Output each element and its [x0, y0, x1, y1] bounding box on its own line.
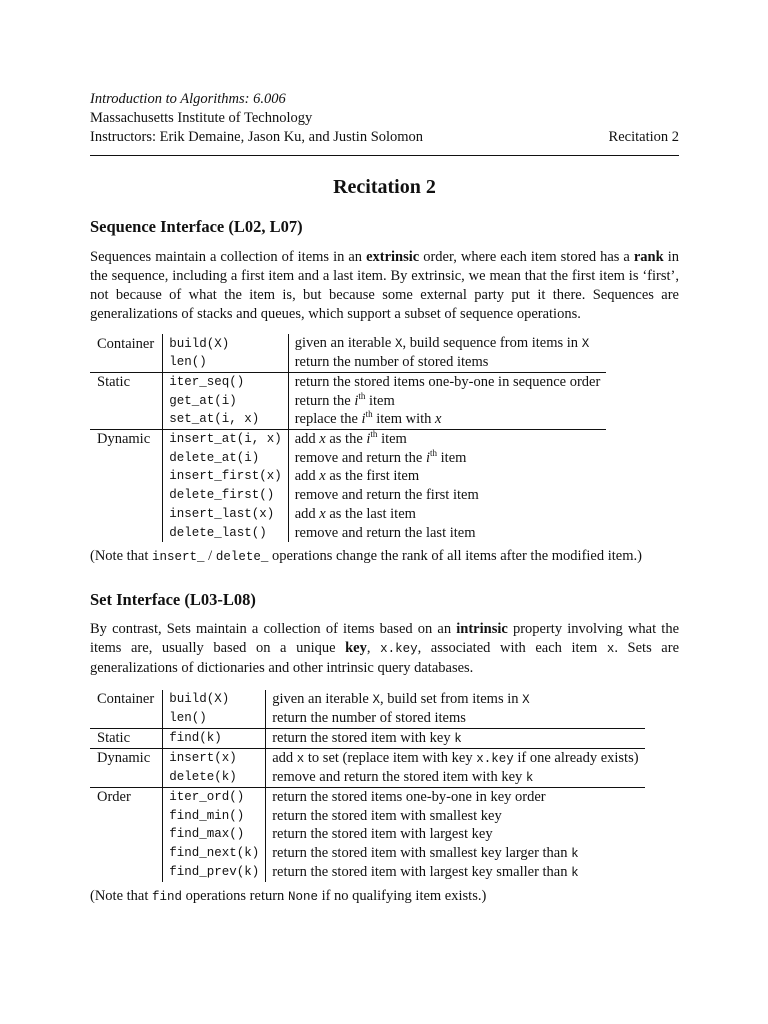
set-note: (Note that find operations return None if no qualifying item exists.)	[90, 887, 487, 904]
operation-name: insert(x)	[163, 748, 266, 768]
table-row	[90, 391, 606, 410]
category-label: Dynamic	[90, 748, 163, 768]
table-row	[90, 806, 645, 825]
instructors-row	[90, 128, 679, 147]
operation-name: build(X)	[163, 690, 266, 709]
operation-description: add x as the $i^{th}$ item	[288, 429, 606, 448]
operation-description: remove and return the first item	[288, 486, 606, 505]
table-row	[90, 372, 606, 391]
operation-description: return the number of stored items	[288, 353, 606, 372]
operation-name: len()	[163, 709, 266, 728]
category-label: Static	[90, 728, 163, 748]
table-row	[90, 334, 606, 353]
operation-name: delete(k)	[163, 768, 266, 788]
table-row	[90, 410, 606, 429]
section-heading-sequence: Sequence Interface (L02, L07)	[90, 217, 303, 236]
operation-description: add x to set (replace item with key x.key if one already exists)	[266, 748, 645, 768]
operation-description: return the stored items one-by-one in sequence order	[288, 372, 606, 391]
table-row	[90, 728, 645, 748]
operation-name: build(X)	[163, 334, 289, 353]
operation-name: insert_last(x)	[163, 505, 289, 524]
operation-name: set_at(i, x)	[163, 410, 289, 429]
operation-description: return the number of stored items	[266, 709, 645, 728]
table-row	[90, 353, 606, 372]
operation-description: return the stored item with smallest key	[266, 806, 645, 825]
operation-name: delete_at(i)	[163, 448, 289, 467]
operation-description: return the $i^{th}$ item	[288, 391, 606, 410]
operation-description: return the stored item with largest key	[266, 825, 645, 844]
operation-name: get_at(i)	[163, 391, 289, 410]
operation-description: replace the $i^{th}$ item with x	[288, 410, 606, 429]
sequence-note: (Note that insert_ / delete_ operations change the rank of all items after the modified item.)	[90, 547, 642, 564]
section-heading-set: Set Interface (L03-L08)	[90, 589, 256, 609]
operation-name: len()	[163, 353, 289, 372]
operation-description: given an iterable X, build set from items in X	[266, 690, 645, 709]
category-label: Container	[97, 335, 155, 352]
operation-description: remove and return the $i^{th}$ item	[288, 448, 606, 467]
category-label: Dynamic	[90, 429, 163, 448]
operation-description: given an iterable X, build sequence from items in X	[288, 334, 606, 353]
operation-name: find_min()	[163, 806, 266, 825]
operation-description: add x as the last item	[288, 505, 606, 524]
sequence-intro: Sequences maintain a collection of items in an extrinsic order, where each item stored has a rank in the sequence, including a first item and a last item. By extrinsic, we mean that the first item is ‘first’, not because of what the item is, but because some external party put it there. Sequences are generalizations of stacks and queues, which support a subset of sequence operations.	[90, 249, 679, 322]
operation-description: return the stored item with largest key smaller than k	[266, 863, 645, 882]
operation-name: find_next(k)	[163, 844, 266, 863]
course-title: Introduction to Algorithms: 6.006	[90, 91, 286, 107]
table-row	[90, 787, 645, 806]
operation-name: delete_first()	[163, 486, 289, 505]
set-intro: By contrast, Sets maintain a collection of items based on an intrinsic property involving what the items are, usually based on a unique key, x.key, associated with each item x. Sets are generalizations of dictionaries and other intrinsic query databases.	[90, 620, 680, 676]
document-title: Recitation 2	[333, 176, 436, 198]
document-page	[90, 90, 679, 907]
document-header	[90, 90, 679, 156]
category-label: Container	[97, 691, 155, 708]
operation-description: return the stored item with key k	[266, 728, 645, 748]
operation-name: find_prev(k)	[163, 863, 266, 882]
table-row	[90, 505, 606, 524]
operation-name: insert_at(i, x)	[163, 429, 289, 448]
operation-name: find(k)	[163, 728, 266, 748]
operation-name: insert_first(x)	[163, 467, 289, 486]
table-row	[90, 429, 606, 448]
table-row	[90, 748, 645, 768]
institution: Massachusetts Institute of Technology	[90, 110, 313, 126]
operation-description: remove and return the stored item with key k	[266, 768, 645, 788]
category-label: Order	[90, 787, 163, 806]
table-row	[90, 448, 606, 467]
operation-description: remove and return the last item	[288, 523, 606, 542]
table-row	[90, 690, 645, 709]
operation-name: find_max()	[163, 825, 266, 844]
recitation-label: Recitation 2	[608, 129, 679, 145]
set-operations-table	[90, 690, 645, 882]
table-row	[90, 709, 645, 728]
operation-name: iter_ord()	[163, 787, 266, 806]
operation-description: return the stored items one-by-one in key order	[266, 787, 645, 806]
table-row	[90, 486, 606, 505]
table-row	[90, 844, 645, 863]
header-rule	[90, 155, 679, 156]
operation-name: delete_last()	[163, 523, 289, 542]
table-row	[90, 467, 606, 486]
operation-description: add x as the first item	[288, 467, 606, 486]
table-row	[90, 768, 645, 788]
operation-description: return the stored item with smallest key larger than k	[266, 844, 645, 863]
sequence-operations-table	[90, 334, 606, 542]
category-label: Static	[90, 372, 163, 391]
operation-name: iter_seq()	[163, 372, 289, 391]
table-row	[90, 825, 645, 844]
table-row	[90, 523, 606, 542]
table-row	[90, 863, 645, 882]
instructors: Instructors: Erik Demaine, Jason Ku, and Justin Solomon	[90, 129, 424, 145]
